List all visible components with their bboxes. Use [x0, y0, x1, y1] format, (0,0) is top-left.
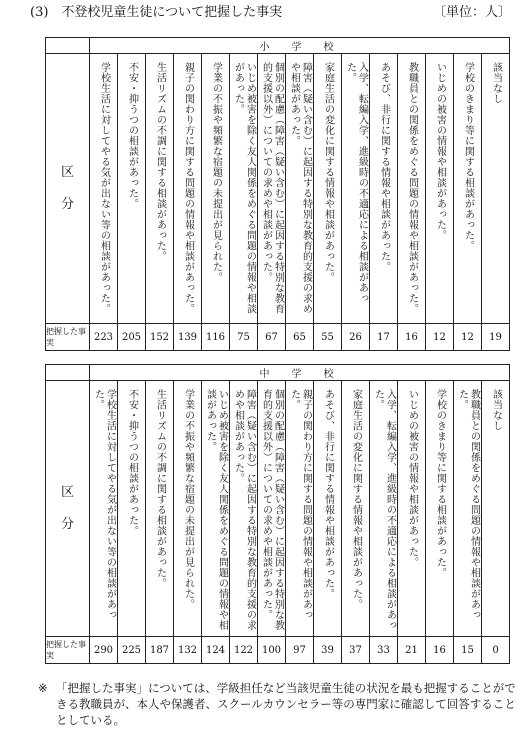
unit-label: 〔単位：人〕 [432, 5, 511, 20]
category-cell [342, 381, 370, 637]
school-label: 中 学 校 [90, 365, 510, 381]
value-cell: 139 [174, 324, 202, 351]
value-cell: 124 [202, 637, 230, 664]
category-label: 学校生活に対してやる気が出ない等の相談があった。 [98, 62, 110, 314]
kubun-char: 分 [60, 196, 74, 212]
category-label: 入学、転編入学、進級時の不適応による相談があった。 [344, 62, 368, 304]
category-label: 個別の配慮（障害（疑い含む）に起因する特別な教育的支援以外）についての求めや相談があった。 [260, 389, 284, 631]
value-cell: 19 [482, 324, 510, 351]
row-label: 把握した事実 [46, 324, 90, 351]
school-header-row [46, 365, 510, 381]
value-cell: 21 [398, 637, 426, 664]
category-cell [454, 381, 482, 637]
category-label: あそび、非行に関する情報や相談があった。 [322, 389, 334, 599]
category-label: 学業の不振や頻繁な宿題の未提出が見られた。 [182, 389, 194, 610]
category-cell [482, 54, 510, 324]
category-label: いじめの被害の情報や相談があった。 [434, 62, 446, 241]
category-cell [286, 381, 314, 637]
junior-high-table [45, 364, 510, 664]
category-cell [202, 381, 230, 637]
category-cell [90, 54, 118, 324]
header-corner [46, 38, 90, 54]
value-cell: 15 [454, 637, 482, 664]
category-label: 家庭生活の変化に関する情報や相談があった。 [350, 389, 362, 610]
value-cell: 39 [314, 637, 342, 664]
value-cell: 100 [258, 637, 286, 664]
header-corner [46, 365, 90, 381]
elementary-table [45, 37, 510, 351]
category-cell [146, 54, 174, 324]
category-cell [286, 54, 314, 324]
kubun-char: 区 [60, 164, 74, 180]
category-label: 親子の関わり方に関する問題の情報や相談があった。 [288, 389, 312, 620]
kubun-char: 区 [60, 484, 74, 500]
value-cell: 12 [426, 324, 454, 351]
value-cell: 116 [202, 324, 230, 351]
value-cell: 97 [286, 637, 314, 664]
value-cell: 187 [146, 637, 174, 664]
school-header-row [46, 38, 510, 54]
kubun-char: 分 [60, 516, 74, 532]
category-cell [398, 381, 426, 637]
value-cell: 33 [370, 637, 398, 664]
value-cell: 37 [342, 637, 370, 664]
value-cell: 132 [174, 637, 202, 664]
value-cell: 17 [370, 324, 398, 351]
category-label: 生活リズムの不調に関する相談があった。 [154, 389, 166, 589]
category-label: 学校のきまり等に関する相談があった。 [462, 62, 474, 251]
category-label: いじめ被害を除く友人関係をめぐる問題の情報や相談があった。 [204, 389, 228, 631]
category-label: いじめ被害を除く友人関係をめぐる問題の情報や相談があった。 [232, 62, 256, 314]
row-label: 把握した事実 [46, 637, 90, 664]
value-cell: 290 [90, 637, 118, 664]
category-label: 個別の配慮（障害（疑い含む）に起因する特別な教育的支援以外）についての求めや相談があった。 [260, 62, 284, 314]
category-label: 学校のきまり等に関する相談があった。 [434, 389, 446, 578]
category-cell [146, 381, 174, 637]
category-label: 該当なし [490, 62, 502, 104]
category-cell [90, 381, 118, 637]
value-cell: 152 [146, 324, 174, 351]
value-cell: 12 [454, 324, 482, 351]
category-label: 学業の不振や頻繁な宿題の未提出が見られた。 [210, 62, 222, 283]
category-cell [118, 381, 146, 637]
value-row [46, 637, 510, 664]
category-cell [258, 381, 286, 637]
category-cell [202, 54, 230, 324]
category-cell [230, 381, 258, 637]
category-cell [258, 54, 286, 324]
category-row [46, 54, 510, 324]
value-cell: 0 [482, 637, 510, 664]
category-cell [426, 54, 454, 324]
value-cell: 205 [118, 324, 146, 351]
category-label: 学校生活に対してやる気が出ない等の相談があった。 [92, 389, 116, 620]
category-label: 不安・抑うつの相談があった。 [126, 62, 138, 209]
kubun-header [46, 381, 90, 637]
category-label: 親子の関わり方に関する問題の情報や相談があった。 [182, 62, 194, 314]
category-label: 障害（疑い含む）に起因する特別な教育的支援の求めや相談があった。 [288, 62, 312, 314]
category-label: 該当なし [490, 389, 502, 431]
footnote [38, 680, 516, 728]
value-cell: 122 [230, 637, 258, 664]
category-cell [314, 381, 342, 637]
value-cell: 223 [90, 324, 118, 351]
category-cell [482, 381, 510, 637]
school-label: 小 学 校 [90, 38, 510, 54]
category-cell [342, 54, 370, 324]
value-cell: 65 [286, 324, 314, 351]
category-cell [426, 381, 454, 637]
value-cell: 26 [342, 324, 370, 351]
category-label: 教職員との関係をめぐる問題の情報や相談があった。 [456, 389, 480, 620]
value-cell: 67 [258, 324, 286, 351]
category-label: 教職員との関係をめぐる問題の情報や相談があった。 [406, 62, 418, 314]
value-row [46, 324, 510, 351]
category-label: 不安・抑うつの相談があった。 [126, 389, 138, 536]
value-cell: 225 [118, 637, 146, 664]
value-cell: 75 [230, 324, 258, 351]
footnote-text: 「把握した事実」については、学級担任など当該児童生徒の状況を最も把握することができる教職員が、本人や保護者、スクールカウンセラー等の専門家に確認して回答することとしている。 [56, 681, 516, 727]
value-cell: 16 [426, 637, 454, 664]
value-cell: 16 [398, 324, 426, 351]
category-label: 生活リズムの不調に関する相談があった。 [154, 62, 166, 262]
section-title: (3) 不登校児童生徒について把握した事実 [30, 5, 283, 20]
value-cell: 55 [314, 324, 342, 351]
category-row [46, 381, 510, 637]
category-cell [314, 54, 342, 324]
category-label: いじめの被害の情報や相談があった。 [406, 389, 418, 568]
category-cell [118, 54, 146, 324]
category-label: 入学、転編入学、進級時の不適応による相談があった。 [372, 389, 396, 631]
category-cell [370, 54, 398, 324]
category-cell [230, 54, 258, 324]
category-label: 障害（疑い含む）に起因する特別な教育的支援の求めや相談があった。 [232, 389, 256, 631]
kubun-header [46, 54, 90, 324]
category-cell [174, 54, 202, 324]
category-cell [370, 381, 398, 637]
footnote-mark: ※ [38, 681, 48, 695]
category-label: 家庭生活の変化に関する情報や相談があった。 [322, 62, 334, 283]
category-cell [454, 54, 482, 324]
category-cell [398, 54, 426, 324]
category-cell [174, 381, 202, 637]
category-label: あそび、非行に関する情報や相談があった。 [378, 62, 390, 272]
